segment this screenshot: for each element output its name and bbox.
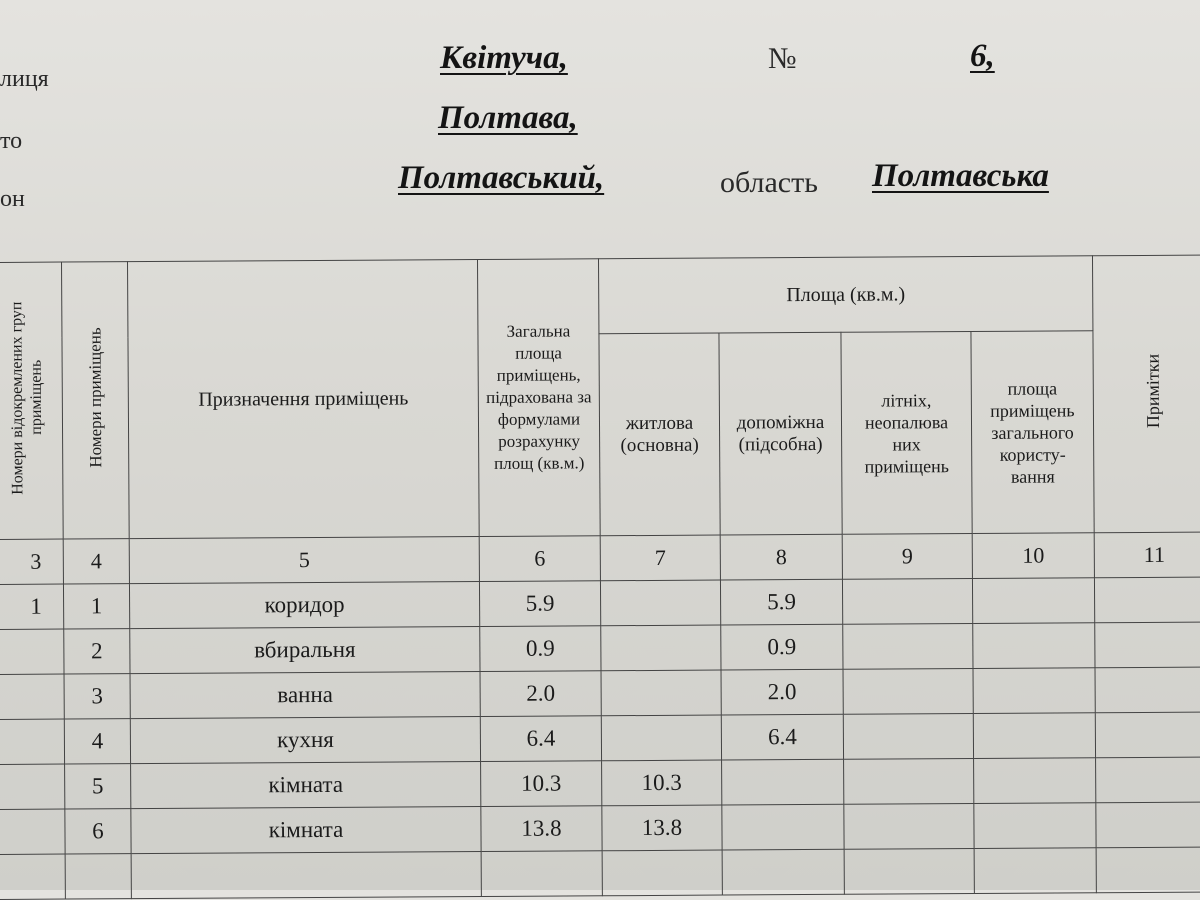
living-area-cell: [601, 670, 721, 716]
notes-cell: [1095, 712, 1200, 758]
living-area-cell: [601, 625, 721, 671]
group-number-cell: [0, 854, 65, 899]
living-area-cell: 10.3: [602, 760, 722, 806]
room-number-cell: 3: [64, 674, 130, 719]
group-number-cell: [0, 809, 65, 854]
city-value: Полтава,: [438, 100, 578, 136]
summer-area-cell: [844, 759, 974, 805]
living-area-cell: 13.8: [602, 805, 722, 851]
summer-area-cell: [844, 804, 974, 850]
summer-area-cell: [844, 848, 974, 894]
room-number-cell: 4: [64, 719, 130, 764]
summer-area-cell: [843, 714, 973, 760]
number-label: №: [768, 42, 797, 75]
column-numbers-row: [0, 532, 1200, 584]
room-number-cell: 6: [65, 809, 131, 854]
summer-area-cell: [843, 669, 973, 715]
table-row: [0, 712, 1200, 764]
room-name-cell: коридор: [129, 582, 479, 629]
rooms-body: [0, 577, 1200, 899]
total-area-cell: 10.3: [481, 761, 602, 807]
header-living: житлова (основна): [599, 333, 720, 535]
total-area-cell: 0.9: [480, 626, 601, 672]
common-area-cell: [973, 713, 1095, 759]
total-area-cell: 13.8: [481, 806, 602, 852]
room-name-cell: кімната: [131, 762, 481, 809]
group-number-cell: [0, 764, 65, 809]
header-summer: літніх, неопалюва них приміщень: [841, 332, 972, 535]
column-number: 10: [972, 533, 1094, 579]
room-number-cell: 2: [64, 629, 130, 674]
column-number: 7: [600, 535, 720, 581]
notes-cell: [1096, 847, 1200, 893]
total-area-cell: 6.4: [480, 716, 601, 762]
district-value: Полтавський,: [398, 160, 605, 196]
header-rooms-text: Номери приміщень: [85, 327, 106, 468]
living-area-cell: [600, 580, 720, 626]
header-auxiliary: допоміжна (підсобна): [719, 333, 842, 535]
total-area-cell: 5.9: [479, 581, 600, 627]
room-number-cell: [65, 854, 131, 899]
total-area-cell: 2.0: [480, 671, 601, 717]
auxiliary-area-cell: 2.0: [721, 669, 843, 715]
district-label: он: [0, 186, 25, 212]
header-common: площа приміщень загального користу- вання: [971, 331, 1094, 533]
notes-cell: [1094, 577, 1200, 623]
city-label: то: [0, 128, 23, 154]
column-number: 6: [479, 536, 600, 582]
group-number-cell: [0, 629, 64, 674]
table-row: [0, 577, 1200, 629]
common-area-cell: [973, 623, 1095, 669]
column-number: 5: [129, 537, 479, 584]
header-area-group: Площа (кв.м.): [598, 256, 1092, 334]
notes-cell: [1095, 667, 1200, 713]
column-number: 11: [1094, 532, 1200, 578]
header-total: Загальна площа приміщень, підрахована за формулами розрахунку площ (кв.м.): [477, 259, 600, 537]
rooms-table: [0, 255, 1200, 900]
living-area-cell: [602, 850, 722, 896]
room-name-cell: кімната: [131, 807, 481, 854]
living-area-cell: [601, 715, 721, 761]
notes-cell: [1095, 622, 1200, 668]
oblast-value: Полтавська: [872, 158, 1049, 194]
table-row: [0, 847, 1200, 899]
header-row-1: [0, 255, 1200, 338]
room-number-cell: 5: [65, 764, 131, 809]
common-area-cell: [974, 803, 1096, 849]
header-purpose: Призначення приміщень: [128, 260, 480, 539]
column-number: 8: [720, 534, 842, 580]
common-area-cell: [974, 758, 1096, 804]
table-row: [0, 802, 1200, 854]
street-label: лиця: [0, 66, 49, 92]
group-number-cell: 1: [0, 584, 64, 629]
auxiliary-area-cell: [722, 849, 844, 895]
group-number-cell: [0, 674, 64, 719]
column-number: 4: [63, 539, 129, 584]
table-row: [0, 667, 1200, 719]
header-groups: [0, 262, 63, 539]
oblast-label: область: [720, 166, 818, 199]
auxiliary-area-cell: [722, 804, 844, 850]
header-notes-text: Примітки: [1142, 353, 1164, 429]
common-area-cell: [974, 848, 1096, 894]
table-row: [0, 757, 1200, 809]
notes-cell: [1096, 802, 1200, 848]
column-number: 3: [0, 539, 63, 584]
room-name-cell: ванна: [130, 672, 480, 719]
summer-area-cell: [842, 579, 972, 625]
room-name-cell: [131, 852, 481, 899]
common-area-cell: [972, 578, 1094, 624]
number-value: 6,: [970, 38, 995, 74]
auxiliary-area-cell: 0.9: [721, 624, 843, 670]
room-name-cell: вбиральня: [130, 627, 480, 674]
header-rooms: [62, 262, 130, 539]
room-name-cell: кухня: [130, 717, 480, 764]
auxiliary-area-cell: 6.4: [721, 714, 843, 760]
room-number-cell: 1: [63, 584, 129, 629]
table-row: [0, 622, 1200, 674]
header-notes: [1093, 255, 1200, 533]
header-groups-text: Номери відокремлених груп приміщень: [8, 301, 46, 495]
notes-cell: [1096, 757, 1200, 803]
column-number: 9: [842, 534, 972, 580]
auxiliary-area-cell: [722, 759, 844, 805]
street-value: Квітуча,: [440, 40, 568, 76]
auxiliary-area-cell: 5.9: [720, 579, 842, 625]
group-number-cell: [0, 719, 65, 764]
common-area-cell: [973, 668, 1095, 714]
summer-area-cell: [843, 624, 973, 670]
